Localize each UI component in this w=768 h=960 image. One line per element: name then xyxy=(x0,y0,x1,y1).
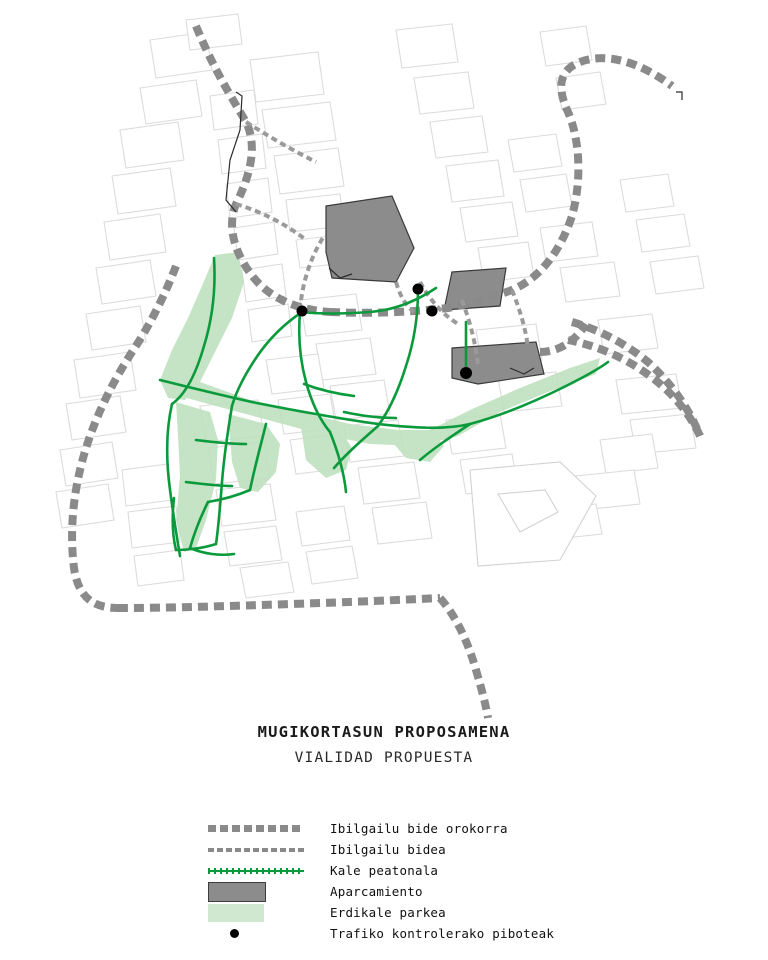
dashed-thick-line-icon xyxy=(208,820,308,838)
legend-item-general-vehicle-road xyxy=(208,818,628,839)
legend-label: Ibilgailu bidea xyxy=(330,842,446,857)
legend-item-pedestrian-street xyxy=(208,860,628,881)
dashed-thin-line-icon xyxy=(208,841,308,859)
map-legend xyxy=(208,818,628,944)
legend-item-bollards xyxy=(208,923,628,944)
gray-polygon-icon xyxy=(208,883,308,901)
figure-title-basque: MUGIKORTASUN PROPOSAMENA xyxy=(257,723,511,741)
legend-label: Ibilgailu bide orokorra xyxy=(330,821,508,836)
figure-title-spanish: VIALIDAD PROPUESTA xyxy=(294,750,474,766)
bollard xyxy=(413,284,424,295)
green-area-icon xyxy=(208,904,308,922)
bollard xyxy=(427,306,438,317)
figure-title-block xyxy=(0,722,768,769)
legend-item-park xyxy=(208,902,628,923)
legend-item-parking xyxy=(208,881,628,902)
legend-label: Erdikale parkea xyxy=(330,905,446,920)
legend-label: Kale peatonala xyxy=(330,863,439,878)
legend-label: Trafiko kontrolerako piboteak xyxy=(330,926,555,941)
black-dot-icon xyxy=(208,925,308,943)
bollard xyxy=(297,306,308,317)
parking-lot-1 xyxy=(326,196,414,282)
building-footprints xyxy=(56,14,704,598)
legend-label: Aparcamiento xyxy=(330,884,423,899)
bollard xyxy=(460,367,472,379)
legend-item-vehicle-road xyxy=(208,839,628,860)
green-dashed-line-icon xyxy=(208,862,308,880)
